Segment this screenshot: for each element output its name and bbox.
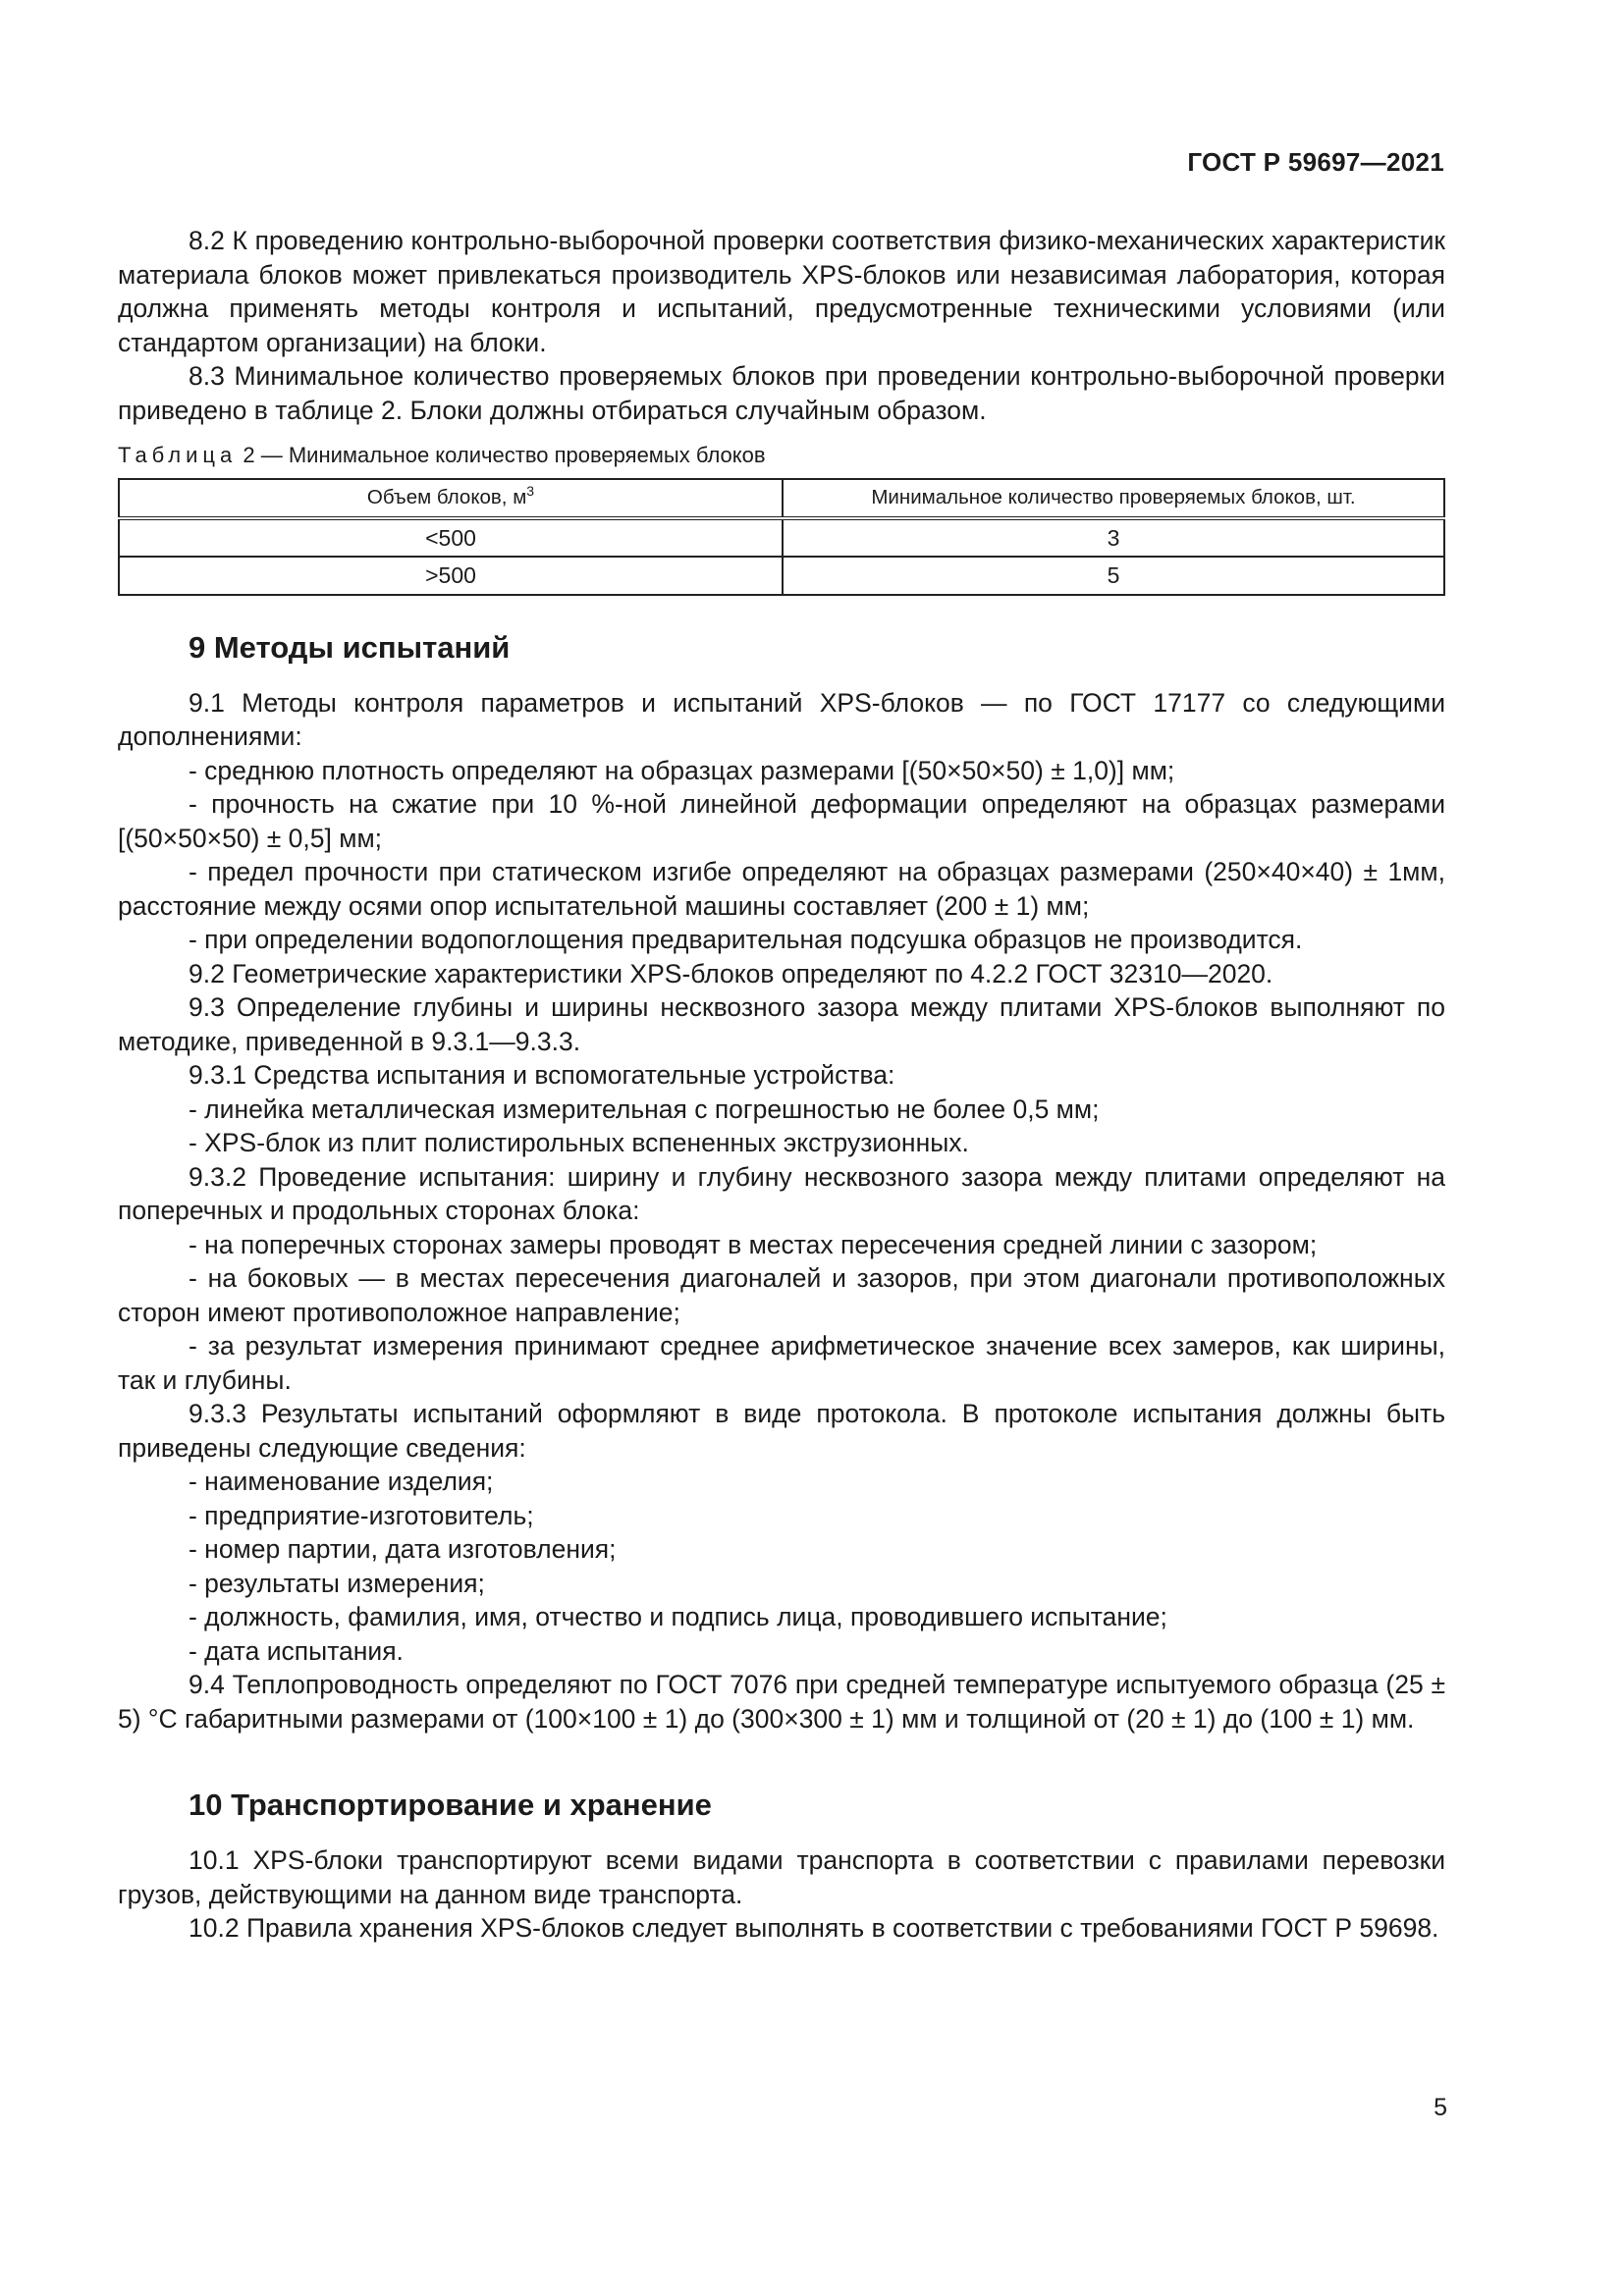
section-9-heading: 9 Методы испытаний (189, 629, 511, 665)
page-number: 5 (1434, 2094, 1447, 2121)
paragraph-9-1: 9.1 Методы контроля параметров и испытаний XPS-блоков — по ГОСТ 17177 со следующими дополнениями: (118, 687, 1445, 751)
paragraph-9-4: 9.4 Теплопроводность определяют по ГОСТ 7076 при средней температуре испытуемого образца (25 ± 5) °С габаритными размерами от (100×100 ± 1) до (300×300 ± 1) мм и толщиной от (20 ± 1) до (100 ± 1) мм. (118, 1670, 1445, 1734)
table-header-volume-sup: 3 (526, 483, 535, 500)
list-item: - линейка металлическая измерительная с погрешностью не более 0,5 мм; (189, 1094, 1100, 1124)
list-item: - результаты измерения; (189, 1568, 485, 1598)
paragraph-9-3-1: 9.3.1 Средства испытания и вспомогательные устройства: (189, 1060, 895, 1090)
table-header-count: Минимальное количество проверяемых блоков, шт. (783, 479, 1444, 518)
list-item: - прочность на сжатие при 10 %-ной линейной деформации определяют на образцах размерами [(50×50×50) ± 0,5] мм; (118, 789, 1445, 853)
paragraph-9-3: 9.3 Определение глубины и ширины несквозного зазора между плитами XPS-блоков выполняют по методике, приведенной в 9.3.1—9.3.3. (118, 992, 1445, 1056)
paragraph-10-1: 10.1 XPS-блоки транспортируют всеми видами транспорта в соответствии с правилами перевозки грузов, действующими на данном виде транспорта. (118, 1845, 1445, 1909)
paragraph-8-3: 8.3 Минимальное количество проверяемых блоков при проведении контрольно-выборочной проверки приведено в таблице 2. Блоки должны отбираться случайным образом. (118, 361, 1445, 425)
table-header-volume-label: Объем блоков, м (366, 486, 527, 508)
paragraph-9-2: 9.2 Геометрические характеристики XPS-блоков определяют по 4.2.2 ГОСТ 32310—2020. (189, 958, 1273, 988)
table-2 (118, 478, 1445, 596)
paragraph-9-3-2: 9.3.2 Проведение испытания: ширину и глубину несквозного зазора между плитами определяют на поперечных и продольных сторонах блока: (118, 1161, 1445, 1225)
list-item: - за результат измерения принимают среднее арифметическое значение всех замеров, как ширины, так и глубины. (118, 1331, 1445, 1395)
paragraph-10-2: 10.2 Правила хранения XPS-блоков следует выполнять в соответствии с требованиями ГОСТ Р 59698. (189, 1913, 1439, 1943)
table-cell-count: 5 (783, 557, 1444, 595)
table-header-row (119, 479, 1444, 518)
document-code-header: ГОСТ Р 59697—2021 (1187, 147, 1444, 177)
list-item: - должность, фамилия, имя, отчество и подпись лица, проводившего испытание; (189, 1602, 1167, 1631)
list-item: - XPS-блок из плит полистирольных вспененных экструзионных. (189, 1128, 969, 1157)
table-header-volume (119, 479, 783, 518)
list-item: - дата испытания. (189, 1635, 404, 1666)
table-cell-volume: >500 (119, 557, 783, 595)
paragraph-8-2: 8.2 К проведению контрольно-выборочной проверки соответствия физико-механических характеристик материала блоков может привлекаться производитель XPS-блоков или независимая лаборатория, которая должна применять методы контроля и испытаний, предусмотренные техническими условиями (или стандартом организации) на блоки. (118, 226, 1445, 357)
paragraph-9-3-3: 9.3.3 Результаты испытаний оформляют в виде протокола. В протоколе испытания должны быть приведены следующие сведения: (118, 1399, 1445, 1463)
table-caption-label: Таблица (118, 443, 238, 467)
list-item: - на боковых — в местах пересечения диагоналей и зазоров, при этом диагонали противоположных сторон имеют противоположное направление; (118, 1263, 1445, 1327)
table-caption-text: 2 — Минимальное количество проверяемых блоков (243, 443, 766, 467)
table-cell-count: 3 (783, 518, 1444, 558)
list-item: - номер партии, дата изготовления; (189, 1534, 617, 1564)
table-cell-volume: <500 (119, 518, 783, 558)
list-item: - наименование изделия; (189, 1467, 494, 1496)
list-item: - при определении водопоглощения предварительная подсушка образцов не производится. (189, 925, 1303, 954)
list-item: - предел прочности при статическом изгибе определяют на образцах размерами (250×40×40) ± 1мм, расстояние между осями опор испытательной машины составляет (200 ± 1) мм; (118, 857, 1445, 921)
table-caption (118, 441, 1445, 470)
section-10-heading: 10 Транспортирование и хранение (189, 1788, 712, 1822)
list-item: - среднюю плотность определяют на образцах размерами [(50×50×50) ± 1,0)] мм; (189, 755, 1175, 785)
page-content (118, 224, 1445, 1946)
list-item: - предприятие-изготовитель; (189, 1500, 534, 1530)
table-row (119, 518, 1444, 558)
list-item: - на поперечных сторонах замеры проводят в местах пересечения средней линии с зазором; (189, 1229, 1318, 1259)
table-row (119, 557, 1444, 595)
